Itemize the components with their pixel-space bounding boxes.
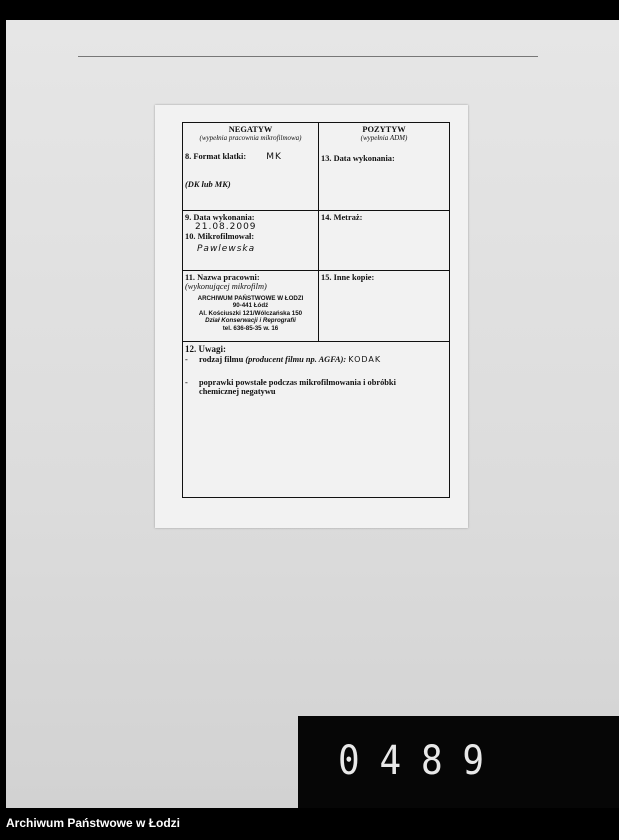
- stamp-line: 90-441 Łódź: [232, 302, 269, 310]
- pozytyw-cell: [319, 123, 450, 211]
- filmed-by-value: Pawlewska: [197, 244, 256, 254]
- copies-label: 15. Inne kopie:: [321, 273, 375, 282]
- pozytyw-title: POZYTYW: [362, 125, 406, 134]
- microfilm-form-table: [182, 122, 450, 498]
- lab-label: 11. Nazwa pracowni:: [185, 273, 260, 282]
- negatyw-title: NEGATYW: [228, 125, 273, 134]
- film-type-value: KODAK: [348, 355, 382, 364]
- date-cell: [183, 211, 319, 271]
- film-type-label: rodzaj filmu: [199, 355, 244, 364]
- corrections-note: poprawki powstałe podczas mikrofilmowania i obróbki chemicznej negatywu: [199, 378, 396, 396]
- notes-label: 12. Uwagi:: [185, 344, 226, 354]
- film-type-hint: (producent filmu np. AGFA):: [245, 355, 347, 364]
- stamp-line: Al. Kościuszki 121/Wólczańska 150: [198, 309, 303, 317]
- negatyw-cell: [183, 123, 319, 211]
- top-border: [0, 0, 619, 3]
- frame-counter: 0489: [338, 738, 504, 784]
- stamp-line: ARCHIWUM PAŃSTWOWE W ŁODZI: [197, 295, 304, 302]
- length-cell: [319, 211, 450, 271]
- lab-cell: [183, 271, 319, 342]
- archive-caption: Archiwum Państwowe w Łodzi: [6, 816, 181, 830]
- lab-stamp: [185, 295, 316, 332]
- format-hint: (DK lub MK): [185, 180, 231, 189]
- format-label: 8. Format klatki:: [185, 152, 247, 161]
- copies-cell: [319, 271, 450, 342]
- lab-hint: (wykonującej mikrofilm): [185, 282, 267, 291]
- stamp-line: Dział Konserwacji i Reprografii: [205, 317, 296, 325]
- pozytyw-subtitle: (wypełnia ADM): [360, 134, 408, 142]
- filmed-by-label: 10. Mikrofilmował:: [185, 232, 255, 241]
- length-label: 14. Metraż:: [321, 213, 363, 222]
- date9-label: 9. Data wykonania:: [185, 213, 255, 222]
- negatyw-subtitle: (wypełnia pracownia mikrofilmowa): [199, 134, 302, 142]
- scan-line: [78, 56, 538, 57]
- date9-value: 21.08.2009: [195, 222, 257, 232]
- format-value: MK: [266, 152, 282, 162]
- date13-label: 13. Data wykonania:: [321, 154, 395, 163]
- stamp-line: tel. 636-85-35 w. 16: [222, 324, 279, 332]
- notes-cell: 12. Uwagi: - rodzaj filmu (producent filmu np. AGFA): KODAK - poprawki powstałe podczas mikrofilmowania i obróbki chemicznej negatywu: [183, 342, 450, 498]
